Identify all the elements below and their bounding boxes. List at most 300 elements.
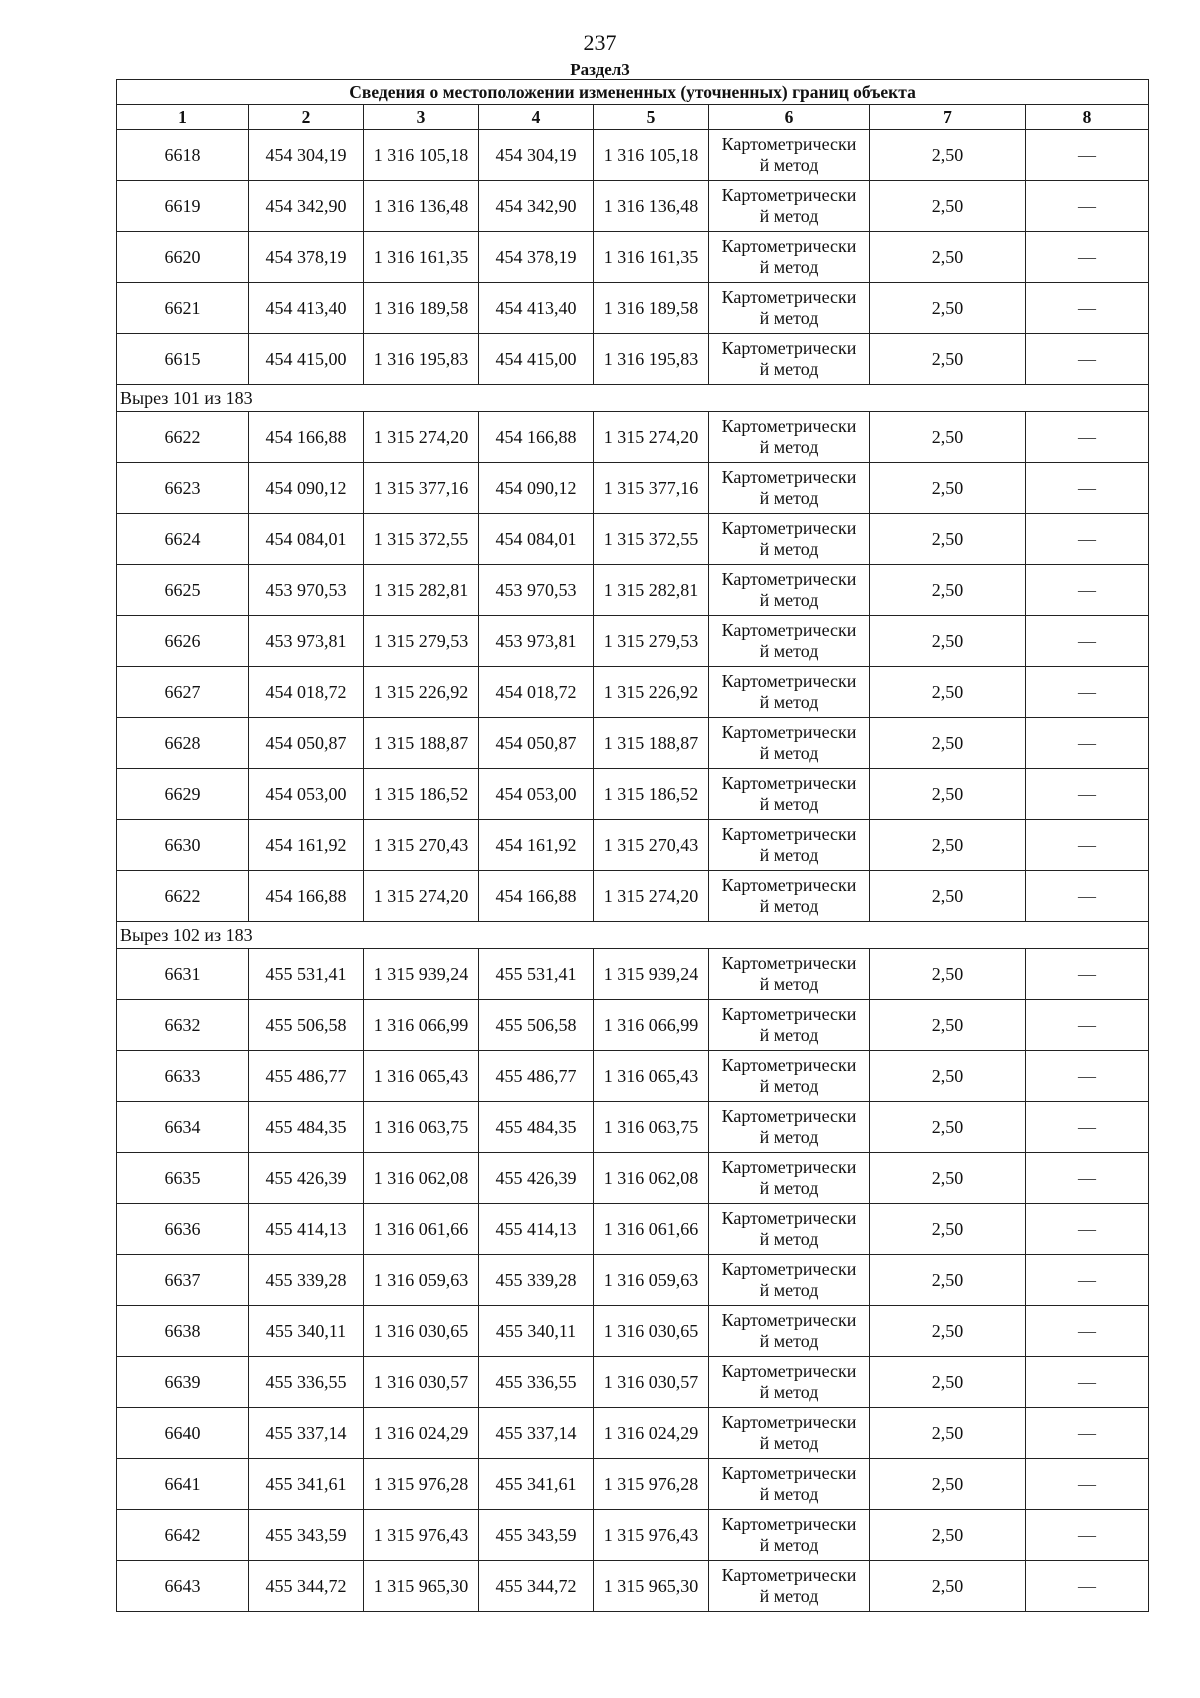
table-row xyxy=(117,769,1149,820)
x-after: 455 344,72 xyxy=(479,1561,594,1612)
point-number: 6628 xyxy=(117,718,249,769)
x-before: 455 339,28 xyxy=(249,1255,364,1306)
method-text-line: Картометрически xyxy=(721,1361,857,1381)
table-row xyxy=(117,1459,1149,1510)
table-row xyxy=(117,334,1149,385)
x-after: 455 343,59 xyxy=(479,1510,594,1561)
y-before: 1 316 030,65 xyxy=(364,1306,479,1357)
description-value: — xyxy=(1026,334,1149,385)
y-after: 1 316 062,08 xyxy=(594,1153,709,1204)
precision-value: 2,50 xyxy=(870,871,1026,922)
point-number: 6638 xyxy=(117,1306,249,1357)
method-text-line: й метод xyxy=(759,308,819,328)
y-before: 1 315 939,24 xyxy=(364,949,479,1000)
method-text-line: й метод xyxy=(759,896,819,916)
precision-value: 2,50 xyxy=(870,1510,1026,1561)
point-number: 6620 xyxy=(117,232,249,283)
y-after: 1 316 061,66 xyxy=(594,1204,709,1255)
description-value: — xyxy=(1026,514,1149,565)
point-number: 6622 xyxy=(117,412,249,463)
method-text-line: Картометрически xyxy=(721,1259,857,1279)
method-text-line: Картометрически xyxy=(721,236,857,256)
point-number: 6621 xyxy=(117,283,249,334)
x-after: 454 018,72 xyxy=(479,667,594,718)
point-number: 6634 xyxy=(117,1102,249,1153)
description-value: — xyxy=(1026,1561,1149,1612)
method-text-line: й метод xyxy=(759,1127,819,1147)
table-row xyxy=(117,1306,1149,1357)
method-cell xyxy=(709,949,870,1000)
method-cell xyxy=(709,1102,870,1153)
y-before: 1 316 066,99 xyxy=(364,1000,479,1051)
x-before: 454 378,19 xyxy=(249,232,364,283)
x-after: 454 415,00 xyxy=(479,334,594,385)
y-after: 1 315 188,87 xyxy=(594,718,709,769)
table-row xyxy=(117,565,1149,616)
x-before: 455 344,72 xyxy=(249,1561,364,1612)
x-after: 454 050,87 xyxy=(479,718,594,769)
point-number: 6625 xyxy=(117,565,249,616)
table-row xyxy=(117,667,1149,718)
description-value: — xyxy=(1026,181,1149,232)
y-after: 1 316 105,18 xyxy=(594,130,709,181)
table-row xyxy=(117,1153,1149,1204)
table-row xyxy=(117,130,1149,181)
y-after: 1 316 065,43 xyxy=(594,1051,709,1102)
description-value: — xyxy=(1026,1459,1149,1510)
precision-value: 2,50 xyxy=(870,1153,1026,1204)
description-value: — xyxy=(1026,1153,1149,1204)
x-after: 455 506,58 xyxy=(479,1000,594,1051)
precision-value: 2,50 xyxy=(870,718,1026,769)
method-text-line: й метод xyxy=(759,437,819,457)
precision-value: 2,50 xyxy=(870,820,1026,871)
method-text-line: й метод xyxy=(759,1025,819,1045)
column-header: 2 xyxy=(249,105,364,130)
table-caption-row xyxy=(117,80,1149,105)
y-after: 1 315 377,16 xyxy=(594,463,709,514)
x-after: 455 486,77 xyxy=(479,1051,594,1102)
point-number: 6632 xyxy=(117,1000,249,1051)
method-cell xyxy=(709,769,870,820)
x-before: 453 970,53 xyxy=(249,565,364,616)
method-cell xyxy=(709,1459,870,1510)
y-before: 1 316 065,43 xyxy=(364,1051,479,1102)
precision-value: 2,50 xyxy=(870,1306,1026,1357)
y-after: 1 315 939,24 xyxy=(594,949,709,1000)
x-after: 454 090,12 xyxy=(479,463,594,514)
method-text-line: Картометрически xyxy=(721,1004,857,1024)
method-text-line: й метод xyxy=(759,1280,819,1300)
description-value: — xyxy=(1026,130,1149,181)
method-text-line: Картометрически xyxy=(721,185,857,205)
method-cell xyxy=(709,718,870,769)
table-row xyxy=(117,616,1149,667)
method-text-line: й метод xyxy=(759,794,819,814)
method-text-line: й метод xyxy=(759,1178,819,1198)
x-before: 455 341,61 xyxy=(249,1459,364,1510)
x-after: 453 970,53 xyxy=(479,565,594,616)
x-before: 455 506,58 xyxy=(249,1000,364,1051)
method-cell xyxy=(709,1204,870,1255)
description-value: — xyxy=(1026,1204,1149,1255)
y-before: 1 316 059,63 xyxy=(364,1255,479,1306)
point-number: 6642 xyxy=(117,1510,249,1561)
y-before: 1 315 186,52 xyxy=(364,769,479,820)
precision-value: 2,50 xyxy=(870,283,1026,334)
y-before: 1 315 372,55 xyxy=(364,514,479,565)
x-before: 454 342,90 xyxy=(249,181,364,232)
column-header: 4 xyxy=(479,105,594,130)
method-text-line: Картометрически xyxy=(721,287,857,307)
method-cell xyxy=(709,1510,870,1561)
y-after: 1 316 063,75 xyxy=(594,1102,709,1153)
method-text-line: Картометрически xyxy=(721,824,857,844)
description-value: — xyxy=(1026,463,1149,514)
x-before: 455 486,77 xyxy=(249,1051,364,1102)
y-after: 1 315 976,43 xyxy=(594,1510,709,1561)
x-before: 455 336,55 xyxy=(249,1357,364,1408)
method-text-line: Картометрически xyxy=(721,1208,857,1228)
y-before: 1 316 195,83 xyxy=(364,334,479,385)
x-before: 454 018,72 xyxy=(249,667,364,718)
precision-value: 2,50 xyxy=(870,463,1026,514)
method-cell xyxy=(709,283,870,334)
point-number: 6619 xyxy=(117,181,249,232)
method-text-line: й метод xyxy=(759,257,819,277)
y-before: 1 316 136,48 xyxy=(364,181,479,232)
x-after: 455 484,35 xyxy=(479,1102,594,1153)
method-text-line: й метод xyxy=(759,974,819,994)
method-text-line: Картометрически xyxy=(721,620,857,640)
table-row xyxy=(117,1051,1149,1102)
x-after: 455 339,28 xyxy=(479,1255,594,1306)
point-number: 6637 xyxy=(117,1255,249,1306)
table-row xyxy=(117,820,1149,871)
point-number: 6641 xyxy=(117,1459,249,1510)
method-text-line: Картометрически xyxy=(721,338,857,358)
precision-value: 2,50 xyxy=(870,181,1026,232)
method-text-line: Картометрически xyxy=(721,875,857,895)
description-value: — xyxy=(1026,1408,1149,1459)
method-text-line: й метод xyxy=(759,155,819,175)
method-cell xyxy=(709,412,870,463)
y-before: 1 316 061,66 xyxy=(364,1204,479,1255)
y-before: 1 315 226,92 xyxy=(364,667,479,718)
column-header: 1 xyxy=(117,105,249,130)
method-cell xyxy=(709,1306,870,1357)
method-text-line: й метод xyxy=(759,1331,819,1351)
method-cell xyxy=(709,565,870,616)
method-text-line: Картометрически xyxy=(721,467,857,487)
column-number-row xyxy=(117,105,1149,130)
y-after: 1 315 279,53 xyxy=(594,616,709,667)
x-after: 455 341,61 xyxy=(479,1459,594,1510)
y-after: 1 315 282,81 xyxy=(594,565,709,616)
x-before: 454 161,92 xyxy=(249,820,364,871)
precision-value: 2,50 xyxy=(870,769,1026,820)
description-value: — xyxy=(1026,820,1149,871)
method-cell xyxy=(709,1051,870,1102)
x-before: 455 337,14 xyxy=(249,1408,364,1459)
table-row xyxy=(117,514,1149,565)
description-value: — xyxy=(1026,283,1149,334)
y-after: 1 316 030,57 xyxy=(594,1357,709,1408)
column-header: 5 xyxy=(594,105,709,130)
method-text-line: Картометрически xyxy=(721,671,857,691)
x-before: 454 415,00 xyxy=(249,334,364,385)
method-cell xyxy=(709,181,870,232)
method-text-line: Картометрически xyxy=(721,416,857,436)
x-before: 454 050,87 xyxy=(249,718,364,769)
point-number: 6626 xyxy=(117,616,249,667)
y-after: 1 316 024,29 xyxy=(594,1408,709,1459)
x-after: 453 973,81 xyxy=(479,616,594,667)
method-cell xyxy=(709,130,870,181)
column-header: 7 xyxy=(870,105,1026,130)
x-after: 455 531,41 xyxy=(479,949,594,1000)
x-after: 455 336,55 xyxy=(479,1357,594,1408)
point-number: 6635 xyxy=(117,1153,249,1204)
table-row xyxy=(117,283,1149,334)
column-header: 3 xyxy=(364,105,479,130)
method-text-line: й метод xyxy=(759,692,819,712)
coordinates-table xyxy=(116,79,1149,1612)
y-before: 1 315 188,87 xyxy=(364,718,479,769)
precision-value: 2,50 xyxy=(870,412,1026,463)
x-before: 454 053,00 xyxy=(249,769,364,820)
y-before: 1 316 105,18 xyxy=(364,130,479,181)
table-row xyxy=(117,232,1149,283)
x-after: 454 166,88 xyxy=(479,871,594,922)
description-value: — xyxy=(1026,1102,1149,1153)
group-label: Вырез 101 из 183 xyxy=(117,385,1149,412)
precision-value: 2,50 xyxy=(870,616,1026,667)
x-before: 455 340,11 xyxy=(249,1306,364,1357)
method-cell xyxy=(709,1000,870,1051)
description-value: — xyxy=(1026,667,1149,718)
method-text-line: й метод xyxy=(759,359,819,379)
table-row xyxy=(117,1000,1149,1051)
precision-value: 2,50 xyxy=(870,1459,1026,1510)
x-before: 454 166,88 xyxy=(249,412,364,463)
x-after: 455 337,14 xyxy=(479,1408,594,1459)
x-after: 454 413,40 xyxy=(479,283,594,334)
precision-value: 2,50 xyxy=(870,1561,1026,1612)
y-after: 1 316 136,48 xyxy=(594,181,709,232)
method-text-line: й метод xyxy=(759,539,819,559)
method-text-line: Картометрически xyxy=(721,1514,857,1534)
table-row xyxy=(117,1561,1149,1612)
point-number: 6624 xyxy=(117,514,249,565)
method-cell xyxy=(709,820,870,871)
point-number: 6615 xyxy=(117,334,249,385)
description-value: — xyxy=(1026,871,1149,922)
y-before: 1 315 270,43 xyxy=(364,820,479,871)
y-before: 1 316 024,29 xyxy=(364,1408,479,1459)
method-text-line: Картометрически xyxy=(721,134,857,154)
y-after: 1 315 976,28 xyxy=(594,1459,709,1510)
y-after: 1 315 226,92 xyxy=(594,667,709,718)
method-cell xyxy=(709,232,870,283)
point-number: 6636 xyxy=(117,1204,249,1255)
column-header: 6 xyxy=(709,105,870,130)
page-number: 237 xyxy=(583,30,617,55)
table-row xyxy=(117,1102,1149,1153)
description-value: — xyxy=(1026,1051,1149,1102)
point-number: 6630 xyxy=(117,820,249,871)
description-value: — xyxy=(1026,565,1149,616)
x-after: 454 304,19 xyxy=(479,130,594,181)
table-row xyxy=(117,1204,1149,1255)
method-text-line: й метод xyxy=(759,488,819,508)
method-cell xyxy=(709,514,870,565)
x-before: 454 166,88 xyxy=(249,871,364,922)
y-before: 1 315 282,81 xyxy=(364,565,479,616)
y-after: 1 315 965,30 xyxy=(594,1561,709,1612)
method-text-line: Картометрически xyxy=(721,1310,857,1330)
method-text-line: Картометрически xyxy=(721,518,857,538)
method-text-line: й метод xyxy=(759,1229,819,1249)
method-text-line: Картометрически xyxy=(721,722,857,742)
group-label: Вырез 102 из 183 xyxy=(117,922,1149,949)
description-value: — xyxy=(1026,412,1149,463)
y-before: 1 316 161,35 xyxy=(364,232,479,283)
method-text-line: й метод xyxy=(759,1484,819,1504)
x-before: 454 304,19 xyxy=(249,130,364,181)
column-header: 8 xyxy=(1026,105,1149,130)
method-text-line: й метод xyxy=(759,1076,819,1096)
description-value: — xyxy=(1026,718,1149,769)
description-value: — xyxy=(1026,949,1149,1000)
y-after: 1 315 186,52 xyxy=(594,769,709,820)
table-row xyxy=(117,463,1149,514)
x-before: 454 090,12 xyxy=(249,463,364,514)
y-after: 1 315 270,43 xyxy=(594,820,709,871)
precision-value: 2,50 xyxy=(870,565,1026,616)
x-after: 454 378,19 xyxy=(479,232,594,283)
table-row xyxy=(117,718,1149,769)
table-row xyxy=(117,1510,1149,1561)
y-before: 1 316 030,57 xyxy=(364,1357,479,1408)
precision-value: 2,50 xyxy=(870,1051,1026,1102)
y-after: 1 315 372,55 xyxy=(594,514,709,565)
method-text-line: Картометрически xyxy=(721,1463,857,1483)
y-before: 1 315 274,20 xyxy=(364,412,479,463)
description-value: — xyxy=(1026,1000,1149,1051)
y-after: 1 316 195,83 xyxy=(594,334,709,385)
y-before: 1 315 274,20 xyxy=(364,871,479,922)
table-row xyxy=(117,1357,1149,1408)
section-label: Раздел3 xyxy=(570,60,630,79)
method-cell xyxy=(709,1561,870,1612)
point-number: 6639 xyxy=(117,1357,249,1408)
method-cell xyxy=(709,1153,870,1204)
precision-value: 2,50 xyxy=(870,1408,1026,1459)
x-before: 455 531,41 xyxy=(249,949,364,1000)
description-value: — xyxy=(1026,769,1149,820)
description-value: — xyxy=(1026,616,1149,667)
y-after: 1 316 030,65 xyxy=(594,1306,709,1357)
description-value: — xyxy=(1026,1306,1149,1357)
method-text-line: й метод xyxy=(759,1433,819,1453)
x-before: 455 343,59 xyxy=(249,1510,364,1561)
precision-value: 2,50 xyxy=(870,1357,1026,1408)
point-number: 6640 xyxy=(117,1408,249,1459)
point-number: 6618 xyxy=(117,130,249,181)
y-before: 1 315 377,16 xyxy=(364,463,479,514)
x-before: 454 413,40 xyxy=(249,283,364,334)
table-row xyxy=(117,412,1149,463)
method-text-line: й метод xyxy=(759,206,819,226)
method-cell xyxy=(709,616,870,667)
method-text-line: Картометрически xyxy=(721,773,857,793)
method-text-line: Картометрически xyxy=(721,569,857,589)
method-cell xyxy=(709,463,870,514)
precision-value: 2,50 xyxy=(870,667,1026,718)
x-before: 453 973,81 xyxy=(249,616,364,667)
precision-value: 2,50 xyxy=(870,949,1026,1000)
y-after: 1 316 066,99 xyxy=(594,1000,709,1051)
precision-value: 2,50 xyxy=(870,1204,1026,1255)
point-number: 6633 xyxy=(117,1051,249,1102)
method-text-line: й метод xyxy=(759,845,819,865)
x-after: 455 426,39 xyxy=(479,1153,594,1204)
table-row xyxy=(117,1255,1149,1306)
method-cell xyxy=(709,871,870,922)
table-body xyxy=(117,80,1149,1612)
x-after: 455 414,13 xyxy=(479,1204,594,1255)
method-text-line: й метод xyxy=(759,641,819,661)
y-before: 1 315 279,53 xyxy=(364,616,479,667)
precision-value: 2,50 xyxy=(870,334,1026,385)
y-before: 1 315 976,28 xyxy=(364,1459,479,1510)
table-row xyxy=(117,949,1149,1000)
method-text-line: Картометрически xyxy=(721,1157,857,1177)
table-row xyxy=(117,871,1149,922)
method-cell xyxy=(709,1255,870,1306)
y-before: 1 316 063,75 xyxy=(364,1102,479,1153)
y-before: 1 316 189,58 xyxy=(364,283,479,334)
y-after: 1 316 059,63 xyxy=(594,1255,709,1306)
description-value: — xyxy=(1026,1357,1149,1408)
x-after: 454 166,88 xyxy=(479,412,594,463)
x-before: 455 414,13 xyxy=(249,1204,364,1255)
method-cell xyxy=(709,1357,870,1408)
point-number: 6622 xyxy=(117,871,249,922)
y-before: 1 316 062,08 xyxy=(364,1153,479,1204)
x-after: 455 340,11 xyxy=(479,1306,594,1357)
method-cell xyxy=(709,334,870,385)
precision-value: 2,50 xyxy=(870,1102,1026,1153)
point-number: 6631 xyxy=(117,949,249,1000)
x-after: 454 161,92 xyxy=(479,820,594,871)
precision-value: 2,50 xyxy=(870,232,1026,283)
precision-value: 2,50 xyxy=(870,1255,1026,1306)
x-after: 454 342,90 xyxy=(479,181,594,232)
x-after: 454 084,01 xyxy=(479,514,594,565)
method-text-line: й метод xyxy=(759,1586,819,1606)
method-text-line: й метод xyxy=(759,743,819,763)
table-row xyxy=(117,181,1149,232)
precision-value: 2,50 xyxy=(870,514,1026,565)
table-row xyxy=(117,1408,1149,1459)
x-before: 455 484,35 xyxy=(249,1102,364,1153)
x-before: 454 084,01 xyxy=(249,514,364,565)
point-number: 6623 xyxy=(117,463,249,514)
method-cell xyxy=(709,1408,870,1459)
method-text-line: Картометрически xyxy=(721,1106,857,1126)
